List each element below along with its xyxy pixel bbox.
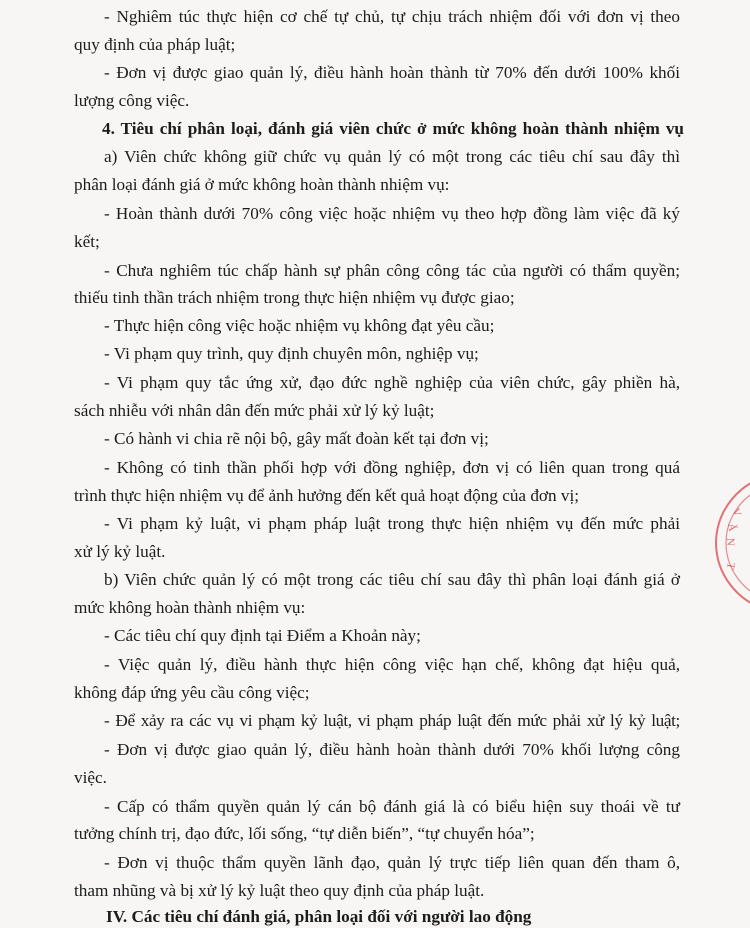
text-line: a) Viên chức không giữ chức vụ quản lý có một trong các tiêu chí sau đây thì [104, 147, 680, 166]
text-line: - Đơn vị được giao quản lý, điều hành hoàn thành từ 70% đến dưới 100% khối [104, 63, 680, 82]
text-line: - Đơn vị thuộc thẩm quyền lãnh đạo, quản lý trực tiếp liên quan đến tham ô, [104, 853, 680, 872]
text-line: trình thực hiện nhiệm vụ để ảnh hưởng đến kết quả hoạt động của đơn vị; [74, 486, 580, 505]
text-line: - Vi phạm kỷ luật, vi phạm pháp luật trong thực hiện nhiệm vụ đến mức phải [104, 514, 680, 533]
text-line: - Để xảy ra các vụ vi phạm kỷ luật, vi phạm pháp luật đến mức phải xử lý kỷ luật; [104, 711, 680, 730]
svg-text:T: T [723, 561, 737, 571]
text-line: việc. [74, 768, 107, 787]
text-line: lượng công việc. [74, 91, 190, 110]
text-line: b) Viên chức quản lý có một trong các tiêu chí sau đây thì phân loại đánh giá ở [104, 570, 680, 589]
svg-text:V: V [729, 506, 744, 519]
section-heading: 4. Tiêu chí phân loại, đánh giá viên chức ở mức không hoàn thành nhiệm vụ [102, 119, 684, 138]
text-line: - Hoàn thành dưới 70% công việc hoặc nhiệm vụ theo hợp đồng làm việc đã ký [104, 204, 680, 223]
text-line: - Thực hiện công việc hoặc nhiệm vụ không đạt yêu cầu; [104, 316, 495, 335]
text-line: phân loại đánh giá ở mức không hoàn thành nhiệm vụ: [74, 175, 450, 194]
text-line: kết; [74, 232, 100, 251]
svg-text:Ă: Ă [725, 522, 739, 533]
text-line: - Các tiêu chí quy định tại Điểm a Khoản này; [104, 626, 421, 645]
text-line: thiếu tinh thần trách nhiệm trong thực hiện nhiệm vụ được giao; [74, 288, 515, 307]
section-heading: IV. Các tiêu chí đánh giá, phân loại đối với người lao động [106, 907, 532, 926]
text-line: sách nhiễu với nhân dân đến mức phải xử lý kỷ luật; [74, 401, 435, 420]
text-line: - Vi phạm quy tắc ứng xử, đạo đức nghề nghiệp của viên chức, gây phiền hà, [104, 373, 680, 392]
text-line: - Chưa nghiêm túc chấp hành sự phân công công tác của người có thẩm quyền; [104, 261, 680, 280]
text-line: mức không hoàn thành nhiệm vụ: [74, 598, 306, 617]
text-line: tham nhũng và bị xử lý kỷ luật theo quy định của pháp luật. [74, 881, 485, 900]
text-line: quy định của pháp luật; [74, 35, 236, 54]
text-line: xử lý kỷ luật. [74, 542, 166, 561]
text-line: - Có hành vi chia rẽ nội bộ, gây mất đoàn kết tại đơn vị; [104, 429, 489, 448]
text-line: - Vi phạm quy trình, quy định chuyên môn, nghiệp vụ; [104, 344, 479, 363]
text-line: tưởng chính trị, đạo đức, lối sống, “tự diễn biến”, “tự chuyển hóa”; [74, 824, 535, 843]
official-stamp [708, 468, 750, 618]
text-line: - Cấp có thẩm quyền quản lý cán bộ đánh giá là có biểu hiện suy thoái về tư [104, 797, 680, 816]
text-line: không đáp ứng yêu cầu công việc; [74, 683, 310, 702]
text-line: - Không có tinh thần phối hợp với đồng nghiệp, đơn vị có liên quan trong quá [104, 458, 680, 477]
text-line: - Đơn vị được giao quản lý, điều hành hoàn thành dưới 70% khối lượng công [104, 740, 680, 759]
text-line: - Nghiêm túc thực hiện cơ chế tự chủ, tự chịu trách nhiệm đối với đơn vị theo [104, 7, 680, 26]
svg-text:N: N [724, 537, 737, 547]
text-line: - Việc quản lý, điều hành thực hiện công việc hạn chế, không đạt hiệu quả, [104, 655, 680, 674]
